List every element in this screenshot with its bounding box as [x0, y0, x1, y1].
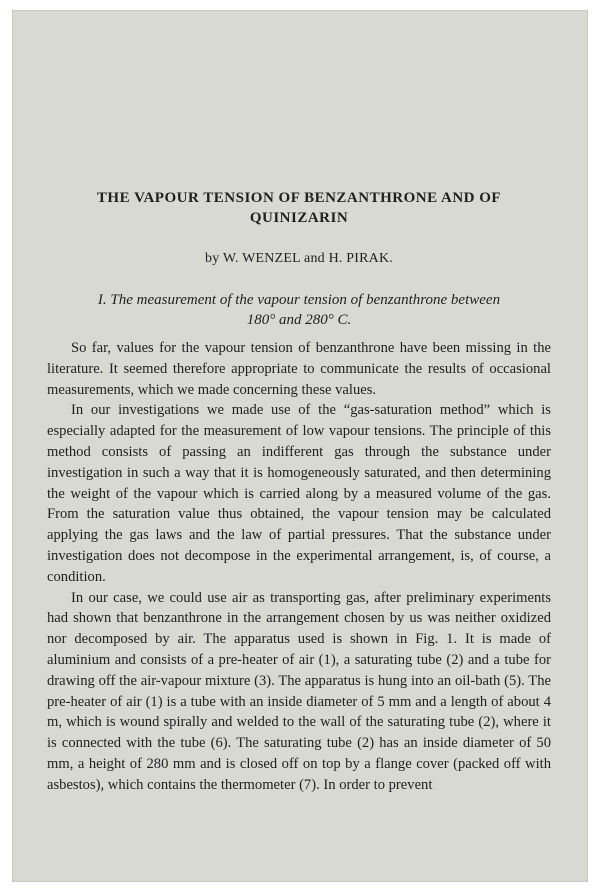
body-paragraph-3: In our case, we could use air as transporting gas, after preliminary experiments had shown that benzanthrone in the arrangement chosen by us was neither oxidized nor decomposed by air. The apparatus used is shown in Fig. 1. It is made of aluminium and consists of a pre-heater of air (1), a saturating tube (2) and a tube for drawing off the air-vapour mixture (3). The apparatus is hung into an oil-bath (5). The pre-heater of air (1) is a tube with an inside diameter of 5 mm and a length of about 4 m, which is wound spirally and welded to the wall of the saturating tube (2), where it is connected with the tube (6). The saturating tube (2) has an inside diameter of 50 mm, a height of 280 mm and is closed off on top by a flange cover (packed off with asbestos), which contains the thermometer (7). In order to prevent — [47, 589, 551, 793]
article-title-line-2: QUINIZARIN — [249, 210, 349, 226]
authors-line: by W. WENZEL and H. PIRAK. — [205, 251, 393, 266]
section-heading — [47, 290, 551, 330]
page-content — [47, 188, 551, 796]
article-title — [47, 188, 551, 228]
body-paragraph-2: In our investigations we made use of the “gas-saturation method” which is especially adapted for the measurement of low vapour tensions. The principle of this method consists of passing an indifferent gas through the substance under investigation in such a way that it is homogeneously saturated, and then determining the weight of the vapour which is carried along by a measured volume of the gas. From the saturation value thus obtained, the vapour tension may be calculated applying the gas laws and the law of partial pressures. That the substance under investigation does not decompose in the experimental arrangement, is, of course, a condition. — [47, 402, 551, 585]
body-paragraph-1: So far, values for the vapour tension of benzanthrone have been missing in the literature. It seemed therefore appropriate to communicate the results of occasional measurements, which we made concerning these values. — [47, 340, 551, 398]
section-heading-line-1: I. The measurement of the vapour tension of benzanthrone between — [97, 292, 501, 308]
article-title-line-1: THE VAPOUR TENSION OF BENZANTHRONE AND OF — [96, 190, 502, 206]
section-heading-line-2: 180° and 280° C. — [246, 312, 352, 328]
paper-page — [12, 10, 588, 882]
